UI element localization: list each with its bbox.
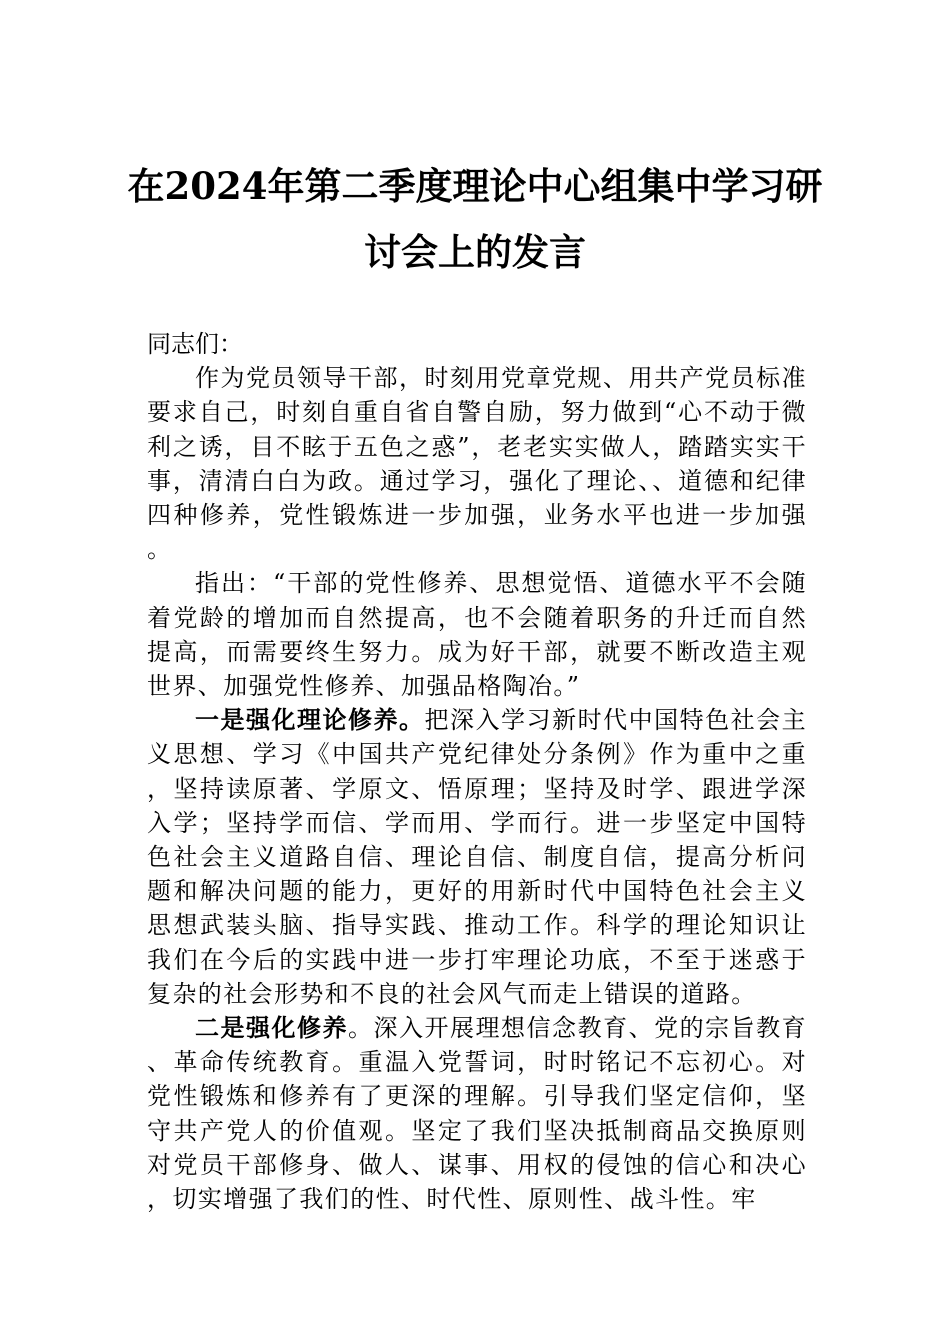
- salutation: 同志们：: [147, 330, 243, 358]
- body-paragraph-3: [147, 703, 807, 1011]
- document-title-line-2: 讨会上的发言: [364, 230, 586, 274]
- body-paragraph-2: [147, 566, 807, 703]
- paragraph-lead-heading: 二是强化修养: [195, 1013, 349, 1043]
- paragraph-text: 。深入开展理想信念教育、党的宗旨教育、革命传统教育。重温入党誓词，时时铭记不忘初心。对党性锻炼和修养有了更深的理解。引导我们坚定信仰，坚守共产党人的价值观。坚定了我们坚决抵制商品交换原则对党员干部修身、做人、谋事、用权的侵蚀的信心和决心，切实增强了我们的性、时代性、原则性、战斗性。牢: [147, 1014, 807, 1214]
- body-paragraph-1: [147, 361, 807, 566]
- document-body: [147, 327, 807, 1216]
- paragraph-text: 作为党员领导干部，时刻用党章党规、用共产党员标准要求自己，时刻自重自省自警自励，努力做到“心不动于微利之诱，目不眩于五色之惑”，老老实实做人，踏踏实实干事，清清白白为政。通过学习，强化了理论、、道德和纪律四种修养，党性锻炼进一步加强，业务水平也进一步加强。: [147, 364, 807, 564]
- paragraph-lead-heading: 一是强化理论修养。: [195, 705, 425, 735]
- paragraph-text: 指出：“干部的党性修养、思想觉悟、道德水平不会随着党龄的增加而自然提高，也不会随着职务的升迁而自然提高，而需要终生努力。成为好干部，就要不断改造主观世界、加强党性修养、加强品格陶冶。”: [147, 569, 807, 701]
- body-paragraph-4: [147, 1011, 807, 1216]
- document-title-line-1: 在2024年第二季度理论中心组集中学习研: [127, 164, 823, 208]
- paragraph-text: 把深入学习新时代中国特色社会主义思想、学习《中国共产党纪律处分条例》作为重中之重，坚持读原著、学原文、悟原理；坚持及时学、跟进学深入学；坚持学而信、学而用、学而行。进一步坚定中国特色社会主义道路自信、理论自信、制度自信，提高分析问题和解决问题的能力，更好的用新时代中国特色社会主义思想武装头脑、指导实践、推动工作。科学的理论知识让我们在今后的实践中进一步打牢理论功底，不至于迷惑于复杂的社会形势和不良的社会风气而走上错误的道路。: [147, 706, 808, 1008]
